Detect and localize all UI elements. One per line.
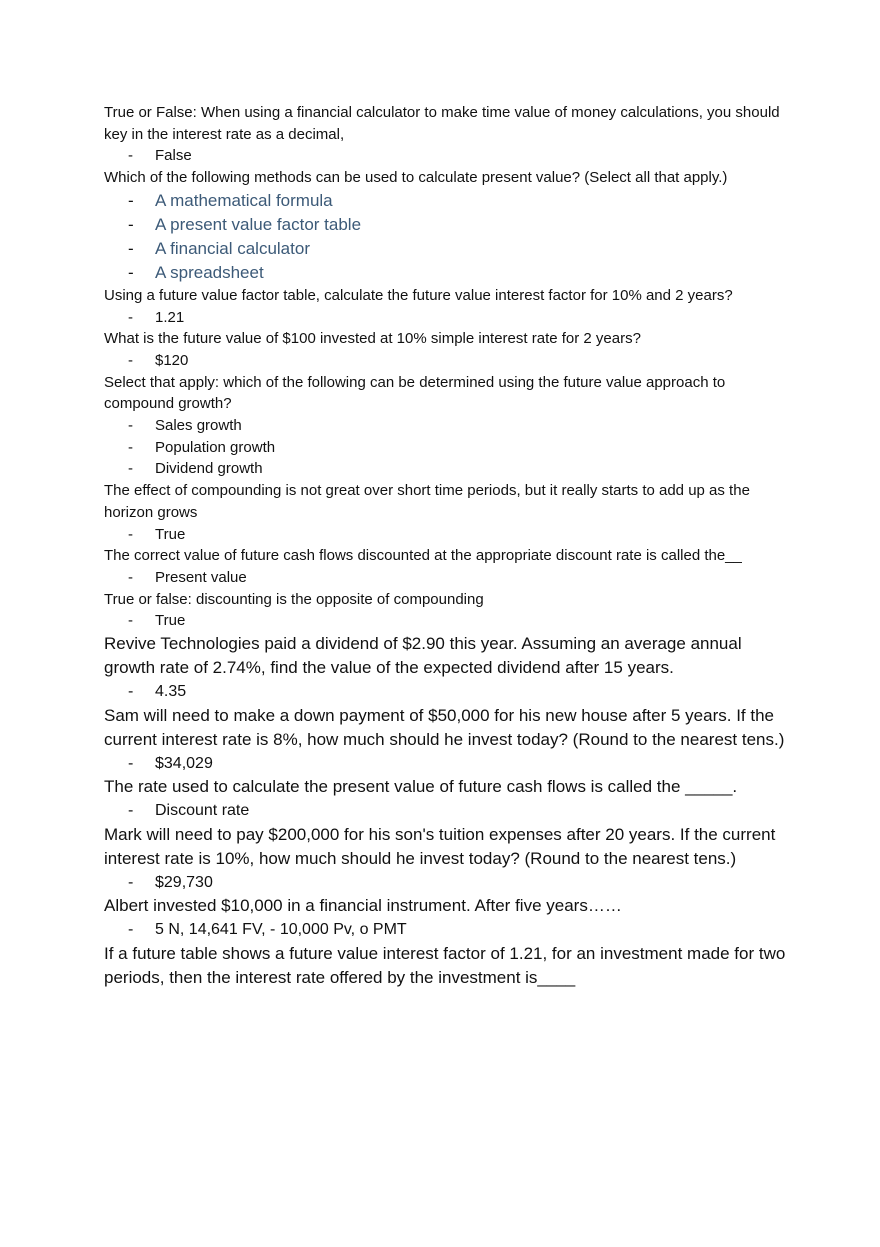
answer-2-3: - A financial calculator — [104, 237, 794, 261]
question-10: Sam will need to make a down payment of $50,000 for his new house after 5 years. If the current interest rate is 8%, how much should he invest today? (Round to the nearest tens.) — [104, 705, 785, 749]
answer-1: - False — [104, 145, 794, 167]
bullet-dash: - — [128, 802, 134, 820]
answer-5-1: - Sales growth — [104, 415, 794, 437]
question-13: Albert invested $10,000 in a financial instrument. After five years…… — [104, 896, 622, 916]
question-3: Using a future value factor table, calculate the future value interest factor for 10% and 2 years? — [104, 286, 733, 304]
answer-11: - Discount rate — [104, 799, 794, 823]
answer-5-3: - Dividend growth — [104, 458, 794, 480]
answer-12: - $29,730 — [104, 871, 794, 895]
bullet-dash: - — [128, 147, 133, 165]
bullet-dash: - — [128, 612, 133, 630]
question-2: Which of the following methods can be used to calculate present value? (Select all that apply.) — [104, 169, 728, 187]
answer-9: - 4.35 — [104, 680, 794, 704]
bullet-dash: - — [128, 683, 134, 701]
question-14: If a future table shows a future value interest factor of 1.21, for an investment made for two periods, then the interest rate offered by the investment is____ — [104, 943, 786, 987]
bullet-dash: - — [128, 417, 133, 435]
answer-3: - 1.21 — [104, 307, 794, 329]
answer-13: - 5 N, 14,641 FV, - 10,000 Pv, o PMT — [104, 918, 794, 942]
question-12: Mark will need to pay $200,000 for his son's tuition expenses after 20 years. If the current interest rate is 10%, how much should he invest today? (Round to the nearest tens.) — [104, 824, 776, 868]
question-list — [104, 102, 794, 990]
question-11: The rate used to calculate the present value of future cash flows is called the _____. — [104, 777, 738, 797]
question-9: Revive Technologies paid a dividend of $2.90 this year. Assuming an average annual growth rate of 2.74%, find the value of the expected dividend after 15 years. — [104, 634, 742, 678]
bullet-dash: - — [128, 238, 134, 258]
question-4: What is the future value of $100 invested at 10% simple interest rate for 2 years? — [104, 330, 641, 348]
bullet-dash: - — [128, 262, 134, 282]
answer-2-1: - A mathematical formula — [104, 189, 794, 213]
answer-4: - $120 — [104, 350, 794, 372]
answer-10: - $34,029 — [104, 752, 794, 776]
answer-6: - True — [104, 524, 794, 546]
answer-2-2: - A present value factor table — [104, 213, 794, 237]
bullet-dash: - — [128, 438, 133, 456]
answer-8: - True — [104, 610, 794, 632]
bullet-dash: - — [128, 190, 134, 210]
answer-7: - Present value — [104, 567, 794, 589]
bullet-dash: - — [128, 873, 134, 891]
bullet-dash: - — [128, 921, 134, 939]
bullet-dash: - — [128, 351, 133, 369]
question-1: True or False: When using a financial calculator to make time value of money calculations, you should key in the interest rate as a decimal, — [104, 104, 780, 143]
question-7: The correct value of future cash flows discounted at the appropriate discount rate is called the__ — [104, 547, 742, 565]
bullet-dash: - — [128, 525, 133, 543]
bullet-dash: - — [128, 568, 133, 586]
question-8: True or false: discounting is the opposite of compounding — [104, 590, 484, 608]
answer-5-2: - Population growth — [104, 437, 794, 459]
bullet-dash: - — [128, 754, 134, 772]
bullet-dash: - — [128, 308, 133, 326]
bullet-dash: - — [128, 214, 134, 234]
question-6: The effect of compounding is not great over short time periods, but it really starts to add up as the horizon grows — [104, 482, 750, 521]
bullet-dash: - — [128, 460, 133, 478]
answer-2-4: - A spreadsheet — [104, 261, 794, 285]
question-5: Select that apply: which of the following can be determined using the future value approach to compound growth? — [104, 373, 726, 413]
